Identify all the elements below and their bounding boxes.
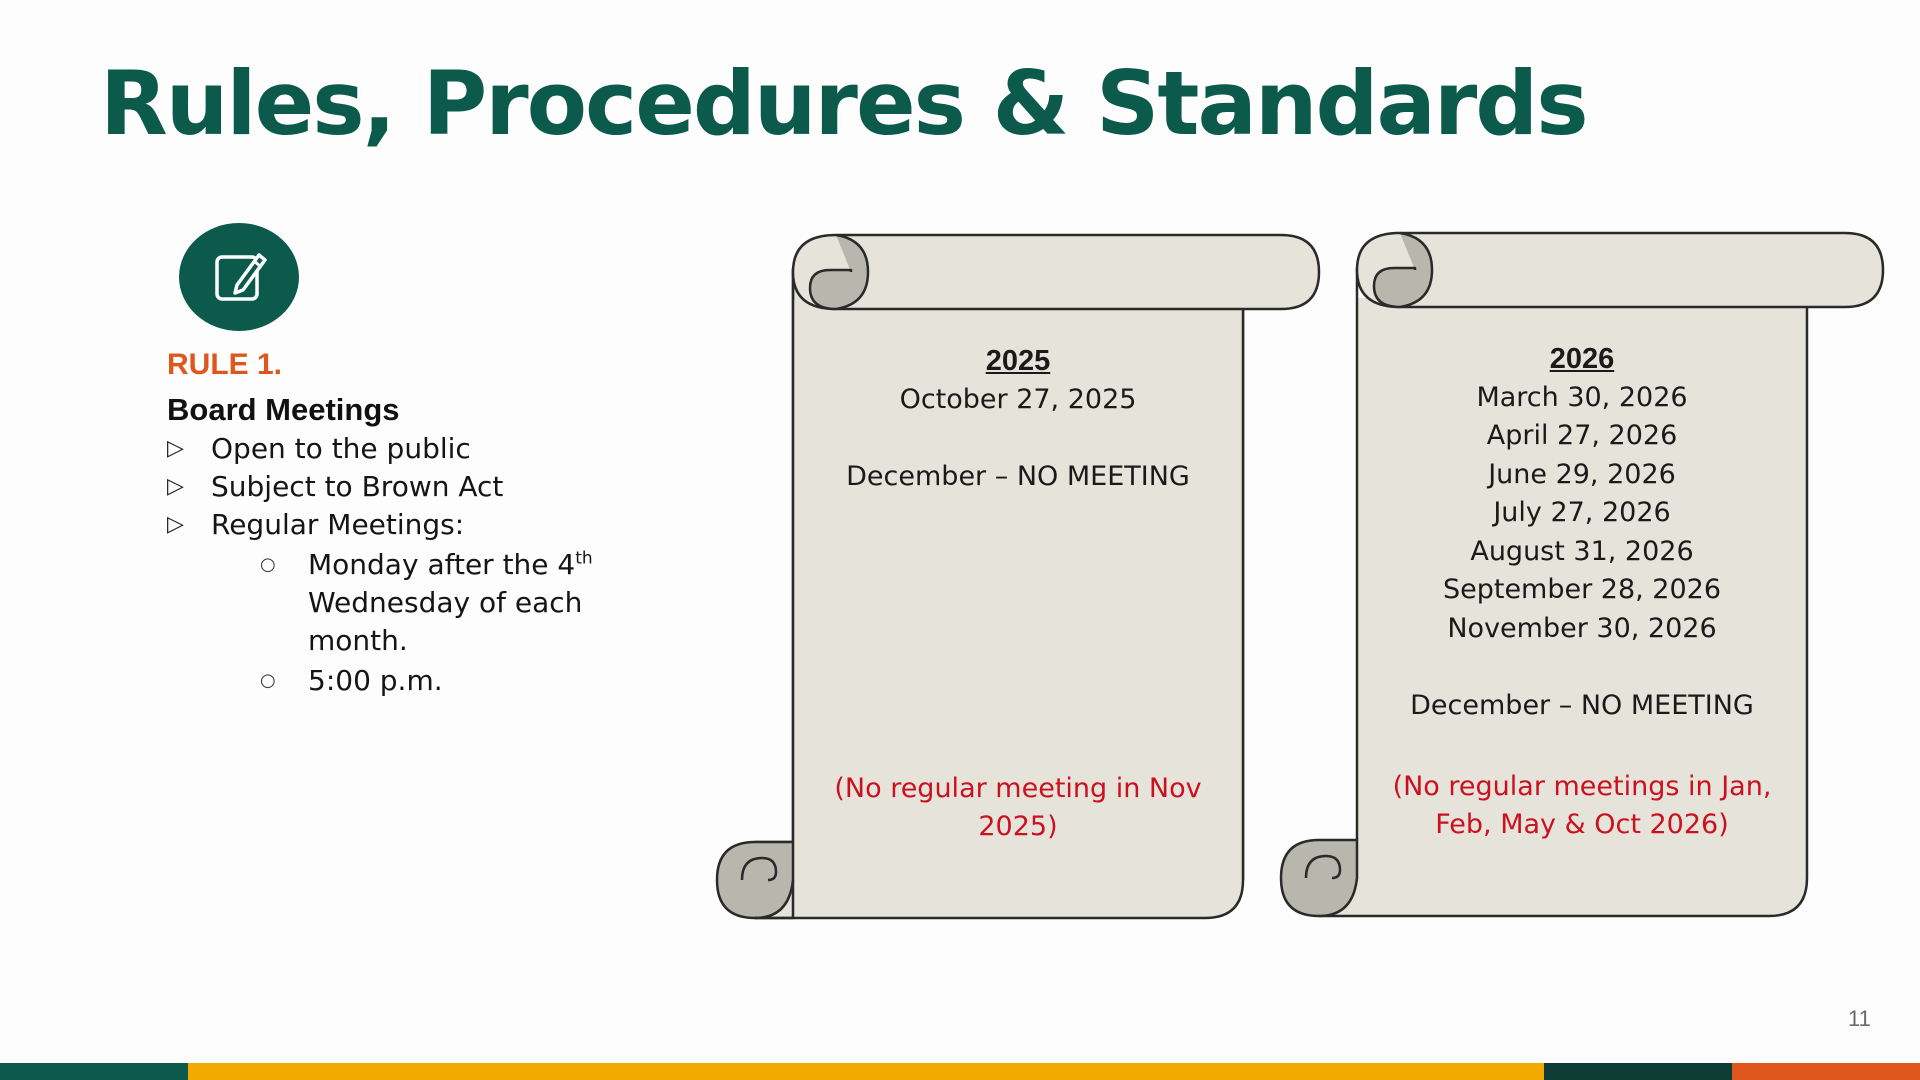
footer-segment (1732, 1063, 1920, 1080)
meeting-date: September 28, 2026 (1442, 574, 1722, 605)
scroll-2025-content (793, 342, 1243, 496)
meeting-date: October 27, 2025 (899, 383, 1137, 415)
scroll-2026-note: (No regular meetings in Jan, Feb, May & Oct 2026) (1392, 771, 1772, 840)
meeting-date: July 27, 2026 (1493, 497, 1671, 528)
rule-label: RULE 1. (167, 348, 283, 381)
scroll-2026-content (1357, 340, 1807, 725)
footer-color-bar (0, 1063, 1920, 1080)
sub-bullet-text: Monday after the 4th Wednesday of each month. (308, 548, 593, 657)
footer-segment (188, 1063, 1544, 1080)
footer-segment (0, 1063, 188, 1080)
meeting-date: April 27, 2026 (1486, 420, 1678, 451)
circle-bullet-icon: ○ (260, 670, 276, 691)
scroll-2025-note: (No regular meeting in Nov 2025) (834, 773, 1202, 842)
bullet-text: Subject to Brown Act (211, 470, 504, 503)
december-no-meeting: December – NO MEETING (846, 460, 1190, 492)
slide-title: Rules, Procedures & Standards (100, 52, 1587, 155)
meeting-date: August 31, 2026 (1470, 535, 1694, 567)
footer-segment (1544, 1063, 1732, 1080)
meeting-date: June 29, 2026 (1488, 458, 1676, 490)
sub-bullet-text: 5:00 p.m. (308, 664, 443, 697)
triangle-bullet-icon: ▷ (167, 436, 184, 461)
triangle-bullet-icon: ▷ (167, 512, 184, 537)
circle-bullet-icon: ○ (260, 554, 276, 575)
superscript: th (575, 548, 593, 569)
bullet-text: Regular Meetings: (211, 508, 465, 541)
page-number: 11 (1848, 1006, 1871, 1031)
meeting-date: March 30, 2026 (1476, 381, 1688, 413)
bullet-text: Open to the public (211, 432, 471, 465)
scroll-2026-year: 2026 (1549, 343, 1615, 375)
triangle-bullet-icon: ▷ (167, 474, 184, 499)
meeting-date: November 30, 2026 (1447, 612, 1717, 644)
rule-heading: Board Meetings (167, 392, 400, 427)
scroll-2025-year: 2025 (985, 345, 1051, 377)
december-no-meeting: December – NO MEETING (1410, 689, 1754, 721)
